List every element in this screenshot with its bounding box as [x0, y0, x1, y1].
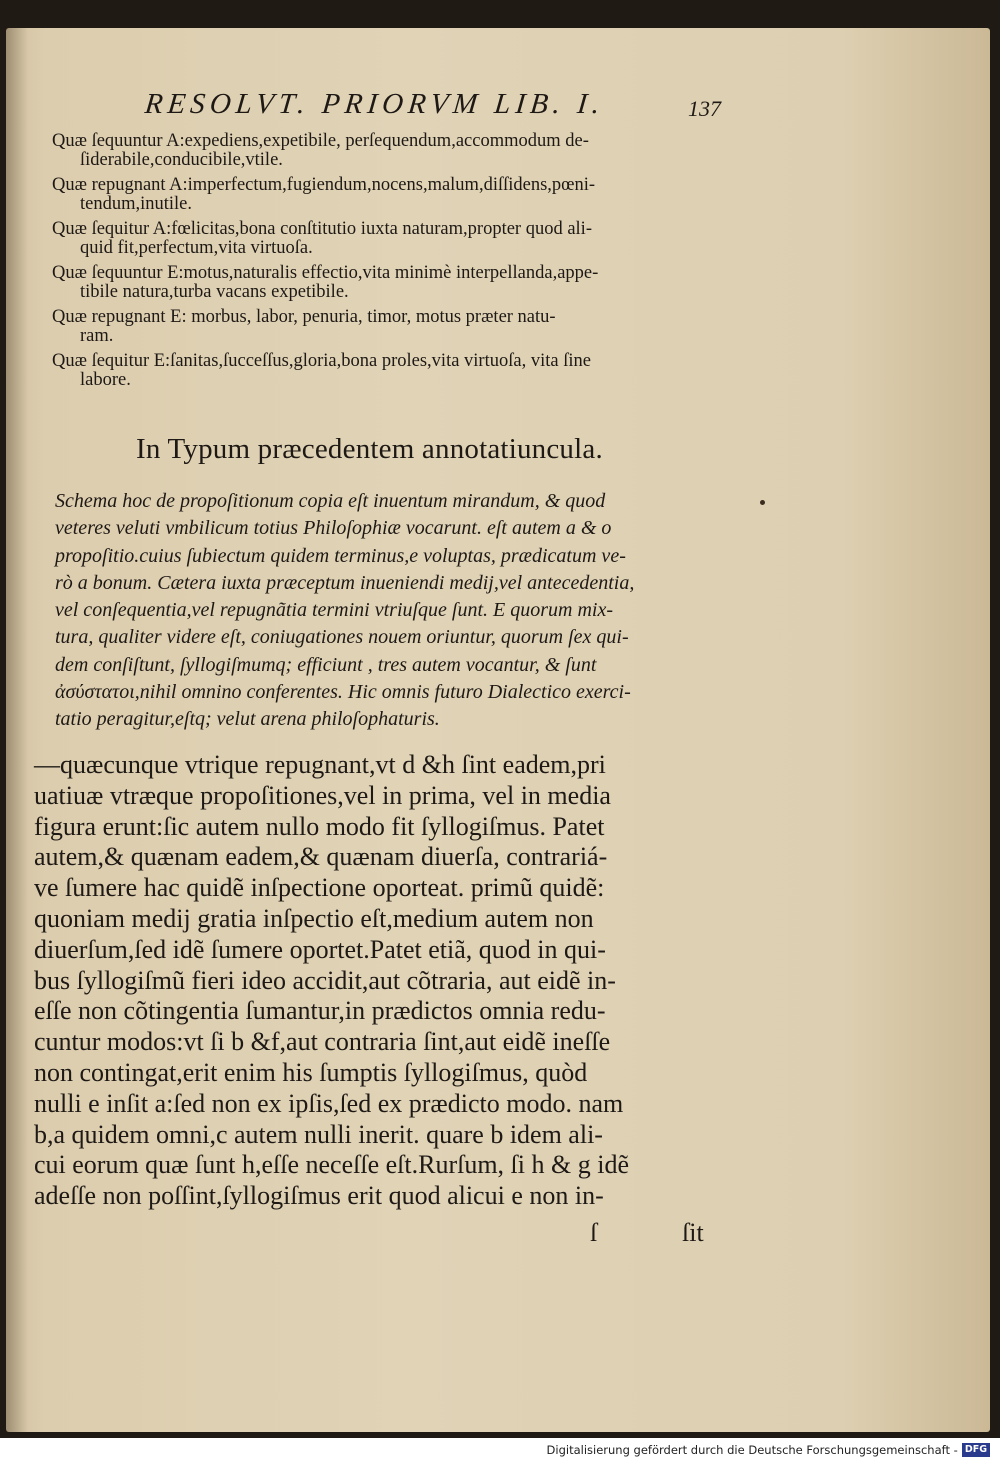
proposition-line: quid fit,perfectum,vita virtuoſa. — [80, 238, 313, 258]
proposition-item — [52, 176, 752, 214]
body-line: uatiuæ vtræque propoſitiones,vel in prima, vel in media — [34, 780, 611, 810]
proposition-line: Quæ ſequuntur E:motus,naturalis effectio,vita minimè interpellanda,appe- — [52, 263, 599, 283]
section-heading: In Typum præcedentem annotatiuncula. — [136, 433, 603, 465]
annotation-line: ἀσύστατοι,nihil omnino conferentes. Hic omnis futuro Dialectico exerci- — [55, 681, 631, 704]
body-line: eſſe non cõtingentia ſumantur,in prædictos omnia redu- — [34, 996, 606, 1026]
annotation-line: veteres veluti vmbilicum totius Philoſophiæ vocarunt. eſt autem a & o — [55, 517, 612, 540]
body-line: cuntur modos:vt ſi b &f,aut contraria ſint,aut eidẽ ineſſe — [34, 1027, 611, 1057]
proposition-line: tibile natura,turba vacans expetibile. — [80, 282, 349, 302]
margin-mark — [760, 500, 765, 505]
annotation-line: Schema hoc de propoſitionum copia eſt inuentum mirandum, & quod — [55, 490, 606, 512]
proposition-item — [52, 132, 752, 170]
proposition-list — [52, 132, 752, 396]
signature-mark: ſ — [590, 1218, 598, 1247]
proposition-item — [52, 220, 752, 258]
page-gutter-shadow — [6, 28, 28, 1432]
dfg-logo: DFG — [962, 1443, 990, 1457]
annotation-line: vel conſequentia,vel repugnãtia termini vtriuſque ſunt. E quorum mix- — [55, 599, 614, 622]
body-line: bus ſyllogiſmũ fieri ideo accidit,aut cõtraria, aut eidẽ in- — [34, 965, 616, 995]
body-line: adeſſe non poſſint,ſyllogiſmus erit quod alicui e non in- — [34, 1181, 604, 1211]
body-paragraph — [34, 750, 734, 1212]
body-line: autem,& quænam eadem,& quænam diuerſa, contrariá- — [34, 842, 608, 872]
proposition-line: Quæ repugnant E: morbus, labor, penuria, timor, motus præter natu- — [52, 307, 556, 327]
annotation-line: dem conſiſtunt, ſyllogiſmumq; efficiunt , tres autem vocantur, & ſunt — [55, 653, 597, 676]
proposition-line: labore. — [80, 370, 131, 390]
body-line: —quæcunque vtrique repugnant,vt d &h ſint eadem,pri — [34, 750, 606, 779]
catchword: ſit — [682, 1218, 704, 1247]
body-line: b,a quidem omni,c autem nulli inerit. quare b idem ali- — [34, 1119, 603, 1149]
body-line: nulli e inſit a:ſed non ex ipſis,ſed ex prædicto modo. nam — [34, 1088, 624, 1118]
digitization-footer — [547, 1443, 990, 1457]
annotation-line: tatio peragitur,eſtq; velut arena philoſophaturis. — [55, 708, 440, 731]
running-header: RESOLVT. PRIORVM LIB. I. — [143, 88, 607, 120]
annotation-line: propoſitio.cuius ſubiectum quidem terminus,e voluptas, prædicatum ve- — [55, 544, 626, 567]
proposition-item — [52, 308, 752, 346]
annotation-line: tura, qualiter videre eſt, coniugationes nouem oriuntur, quorum ſex qui- — [55, 626, 629, 649]
proposition-line: Quæ ſequitur A:fœlicitas,bona conſtitutio iuxta naturam,propter quod ali- — [52, 219, 592, 239]
body-line: diuerſum,ſed idẽ ſumere oportet.Patet etiã, quod in qui- — [34, 934, 606, 964]
page-number: 137 — [688, 96, 721, 121]
annotation-line: rò a bonum. Cætera iuxta præceptum inueniendi medij,vel antecedentia, — [55, 571, 635, 594]
proposition-line: Quæ ſequitur E:ſanitas,ſucceſſus,gloria,bona proles,vita virtuoſa, vita ſine — [52, 351, 591, 371]
proposition-item — [52, 352, 752, 390]
proposition-line: Quæ ſequuntur A:expediens,expetibile, perſequendum,accommodum de- — [52, 131, 589, 151]
body-line: quoniam medij gratia inſpectio eſt,medium autem non — [34, 903, 594, 933]
proposition-line: ſiderabile,conducibile,vtile. — [80, 150, 283, 170]
proposition-line: ram. — [80, 326, 114, 346]
annotation-paragraph — [55, 488, 745, 734]
footer-credit-text: Digitalisierung gefördert durch die Deutsche Forschungsgemeinschaft - — [546, 1443, 958, 1457]
proposition-line: tendum,inutile. — [80, 194, 193, 214]
proposition-line: Quæ repugnant A:imperfectum,fugiendum,nocens,malum,diſſidens,pœni- — [52, 175, 596, 195]
proposition-item — [52, 264, 752, 302]
body-line: ve ſumere hac quidẽ inſpectione oporteat. primũ quidẽ: — [34, 873, 605, 903]
body-line: figura erunt:ſic autem nullo modo fit ſyllogiſmus. Patet — [34, 811, 605, 841]
body-line: non contingat,erit enim his ſumptis ſyllogiſmus, quòd — [34, 1057, 588, 1087]
body-line: cui eorum quæ ſunt h,eſſe neceſſe eſt.Rurſum, ſi h & g idẽ — [34, 1150, 629, 1180]
